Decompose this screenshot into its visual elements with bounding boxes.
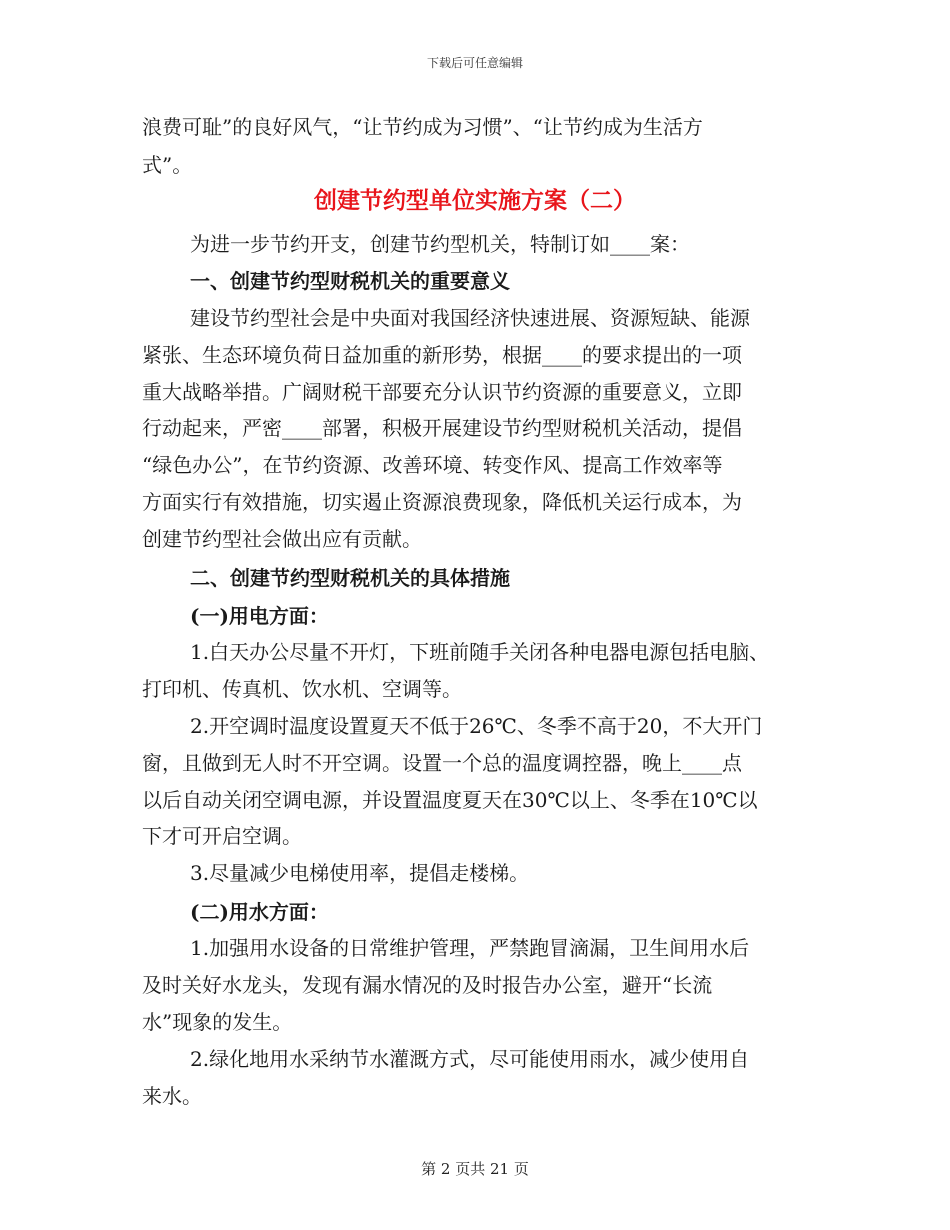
list-item-line: 打印机、传真机、饮水机、空调等。 (142, 677, 462, 701)
list-item-line: 来水。 (142, 1084, 202, 1108)
list-item-line: 1.白天办公尽量不开灯，下班前随手关闭各种电器电源包括电脑、 (190, 640, 770, 664)
header-note: 下载后可任意编辑 (426, 56, 523, 70)
body-line: 重大战略举措。广阔财税干部要充分认识节约资源的重要意义，立即 (142, 380, 742, 404)
list-item-line: 以后自动关闭空调电源，并设置温度夏天在30℃以上、冬季在10℃以 (142, 788, 758, 812)
body-line: 浪费可耻”的良好风气，“让节约成为习惯”、“让节约成为生活方 (142, 115, 703, 139)
intro-line: 为进一步节约开支，创建节约型机关，特制订如____案： (190, 232, 690, 256)
body-line: 紧张、生态环境负荷日益加重的新形势，根据____的要求提出的一项 (142, 343, 742, 367)
body-line: 建设节约型社会是中央面对我国经济快速进展、资源短缺、能源 (190, 306, 750, 330)
subsection-water-heading: (二)用水方面： (190, 900, 329, 924)
body-line: 创建节约型社会做出应有贡献。 (142, 527, 422, 551)
section2-heading: 二、创建节约型财税机关的具体措施 (190, 566, 510, 590)
section1-heading: 一、创建节约型财税机关的重要意义 (190, 269, 510, 293)
list-item-line: 窗，且做到无人时不开空调。设置一个总的温度调控器，晚上____点 (142, 751, 742, 775)
list-item-line: 1.加强用水设备的日常维护管理，严禁跑冒滴漏，卫生间用水后 (190, 936, 750, 960)
body-line: 式”。 (142, 153, 193, 177)
list-item-line: 下才可开启空调。 (142, 824, 302, 848)
list-item-line: 2.绿化地用水采纳节水灌溉方式，尽可能使用雨水，减少使用自 (190, 1047, 750, 1071)
page-footer: 第 2 页共 21 页 (421, 1160, 529, 1178)
list-item-line: 水”现象的发生。 (142, 1010, 293, 1034)
list-item-line: 2.开空调时温度设置夏天不低于26℃、冬季不高于20，不大开门 (190, 714, 763, 738)
body-line: 方面实行有效措施，切实遏止资源浪费现象，降低机关运行成本，为 (142, 490, 742, 514)
list-item-line: 3.尽量减少电梯使用率，提倡走楼梯。 (190, 861, 530, 885)
body-line: “绿色办公”，在节约资源、改善环境、转变作风、提高工作效率等 (142, 453, 723, 477)
body-line: 行动起来，严密____部署，积极开展建设节约型财税机关活动，提倡 (142, 416, 742, 440)
subsection-electricity-heading: (一)用电方面： (190, 604, 329, 628)
list-item-line: 及时关好水龙头，发现有漏水情况的及时报告办公室，避开“长流 (142, 973, 713, 997)
document-title: 创建节约型单位实施方案（二） (314, 187, 636, 214)
